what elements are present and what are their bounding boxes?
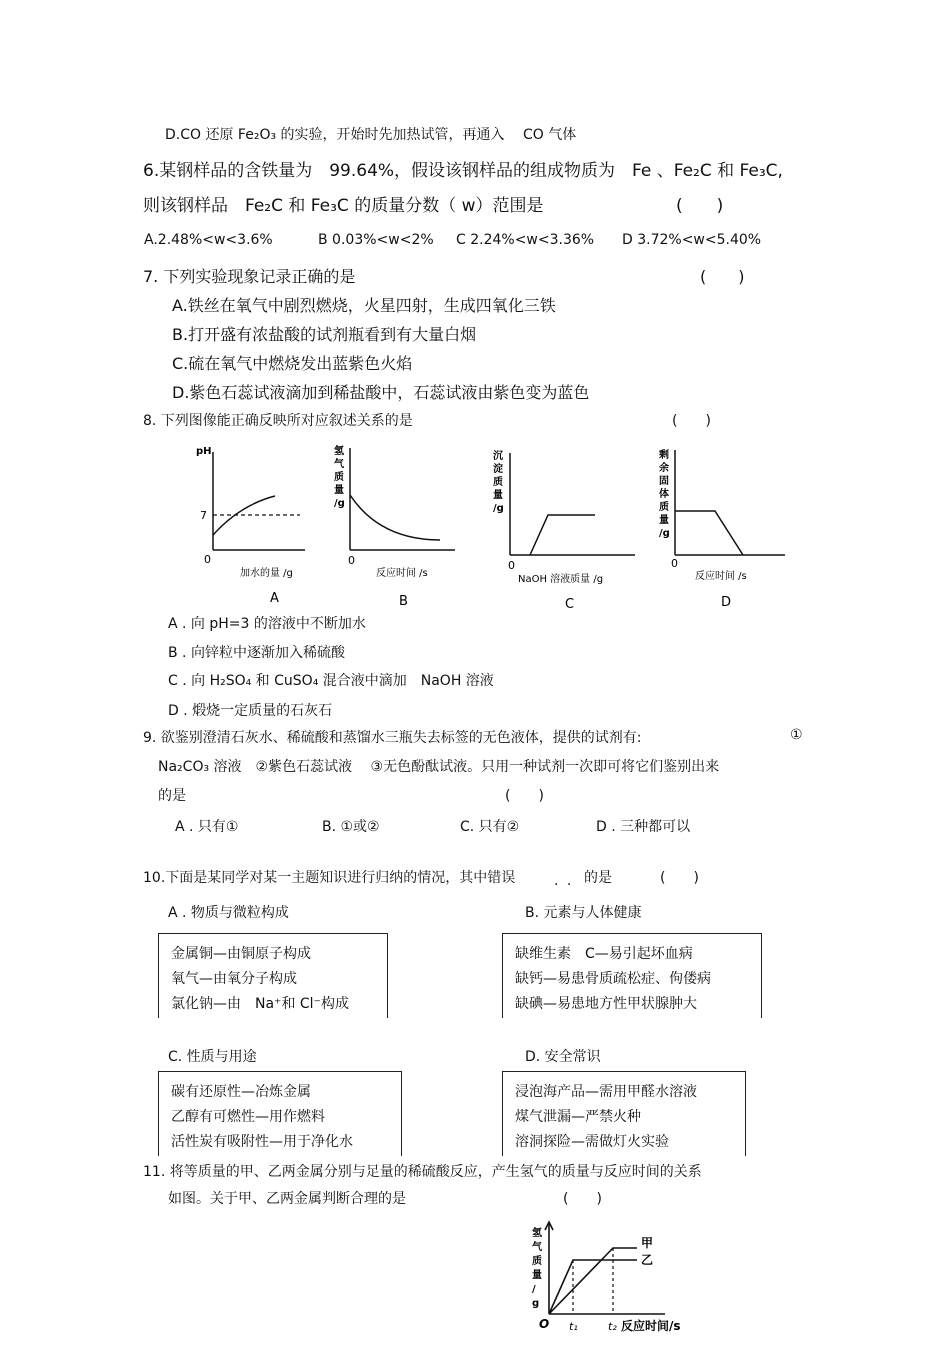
q11-stem-line1: 11. 将等质量的甲、乙两金属分别与足量的稀硫酸反应，产生氢气的质量与反应时间的关系 <box>143 1164 702 1180</box>
q8-graph-a <box>190 440 310 610</box>
q10-b-line: 缺碘—易患地方性甲状腺肿大 <box>515 996 697 1012</box>
q8-d-xlabel: 反应时间 /s <box>695 571 747 582</box>
q7-option-d: D.紫色石蕊试液滴加到稀盐酸中，石蕊试液由紫色变为蓝色 <box>172 383 590 402</box>
q9-stem-line3: 的是 <box>158 788 186 804</box>
q8-c-origin: 0 <box>508 559 515 572</box>
q10-stem: 10.下面是某同学对某一主题知识进行归纳的情况，其中错误 <box>143 870 516 886</box>
q10-b-line: 缺维生素 C—易引起坏血病 <box>515 946 693 962</box>
q6-option-d: D 3.72%<w<5.40% <box>622 232 762 248</box>
q11-origin: O <box>539 1317 550 1331</box>
q7-option-a: A.铁丝在氧气中剧烈燃烧，火星四射，生成四氧化三铁 <box>172 296 556 315</box>
q6-option-c: C 2.24%<w<3.36% <box>456 232 595 248</box>
q10-stem-end: 的是 <box>584 870 612 886</box>
q8-d-ylabel: 剩余固体质量/g <box>659 450 670 539</box>
q9-option-a: A . 只有① <box>175 819 239 835</box>
q10-section-b-box <box>502 933 762 1018</box>
q8-option-b: B . 向锌粒中逐渐加入稀硫酸 <box>168 645 345 661</box>
q9-option-c: C. 只有② <box>460 819 520 835</box>
q5-option-d: D.CO 还原 Fe₂O₃ 的实验，开始时先加热试管，再通入 CO 气体 <box>165 127 577 143</box>
q7-stem: 7. 下列实验现象记录正确的是 <box>143 267 356 286</box>
q8-option-c: C . 向 H₂SO₄ 和 CuSO₄ 混合液中滴加 NaOH 溶液 <box>168 673 494 689</box>
q8-answer-paren: ( ) <box>672 413 711 429</box>
q11-stem-line2: 如图。关于甲、乙两金属判断合理的是 <box>168 1191 406 1207</box>
q8-c-xlabel: NaOH 溶液质量 /g <box>518 574 604 585</box>
q10-section-a-title: A . 物质与微粒构成 <box>168 905 289 921</box>
q10-a-line: 氧气—由氧分子构成 <box>171 971 297 987</box>
q10-a-line: 氯化钠—由 Na⁺和 Cl⁻构成 <box>171 996 349 1012</box>
q9-answer-paren: ( ) <box>505 788 544 804</box>
q11-label-yi: 乙 <box>641 1253 654 1267</box>
q10-c-line: 乙醇有可燃性—用作燃料 <box>171 1109 325 1125</box>
q8-b-xlabel: 反应时间 /s <box>376 568 428 579</box>
q10-section-c-box <box>158 1071 402 1156</box>
q11-t2: t₂ <box>608 1320 617 1333</box>
q11-t1: t₁ <box>569 1320 578 1333</box>
q8-b-origin: 0 <box>348 554 355 567</box>
q8-a-origin: 0 <box>204 553 211 566</box>
q10-d-line: 溶洞探险—需做灯火实验 <box>515 1134 669 1150</box>
q10-section-a-box <box>158 933 388 1018</box>
q8-c-ylabel: 沉淀质量/g <box>493 451 504 514</box>
q8-d-letter: D <box>721 595 732 610</box>
q9-stem-line1: 9. 欲鉴别澄清石灰水、稀硫酸和蒸馏水三瓶失去标签的无色液体，提供的试剂有: <box>143 730 642 746</box>
q8-graph-c <box>490 445 640 615</box>
q11-graph <box>525 1218 700 1340</box>
q10-section-c-title: C. 性质与用途 <box>168 1049 257 1065</box>
q8-b-letter: B <box>399 594 408 609</box>
q9-circle-1: ① <box>790 727 803 743</box>
q8-a-letter: A <box>270 591 279 606</box>
q10-section-d-title: D. 安全常识 <box>525 1049 601 1065</box>
q9-option-b: B. ①或② <box>322 819 380 835</box>
q10-emphasis-dots: . . <box>554 873 574 889</box>
q8-graph-d <box>655 445 795 615</box>
q10-section-d-box <box>502 1071 746 1156</box>
q8-a-tick: 7 <box>200 509 207 522</box>
q8-a-xlabel: 加水的量 /g <box>240 568 293 579</box>
q10-a-line: 金属铜—由铜原子构成 <box>171 946 311 962</box>
q11-xlabel: 反应时间/s <box>621 1319 681 1333</box>
q8-option-d: D . 煅烧一定质量的石灰石 <box>168 703 333 719</box>
q11-label-jia: 甲 <box>641 1236 654 1250</box>
q6-option-b: B 0.03%<w<2% <box>318 232 434 248</box>
q9-option-d: D . 三种都可以 <box>596 819 691 835</box>
q6-stem-line2: 则该钢样品 Fe₂C 和 Fe₃C 的质量分数（ w）范围是 <box>143 196 544 216</box>
q10-c-line: 活性炭有吸附性—用于净化水 <box>171 1134 353 1150</box>
q6-stem-line1: 6.某钢样品的含铁量为 99.64%，假设该钢样品的组成物质为 Fe 、Fe₂C 和 Fe₃C, <box>143 161 783 181</box>
q8-a-ylabel: pH <box>196 446 212 457</box>
q8-d-origin: 0 <box>671 557 678 570</box>
q6-answer-paren: ( ) <box>676 196 724 216</box>
q8-stem: 8. 下列图像能正确反映所对应叙述关系的是 <box>143 413 413 429</box>
q10-d-line: 浸泡海产品—需用甲醛水溶液 <box>515 1084 697 1100</box>
q7-answer-paren: ( ) <box>700 267 745 286</box>
q11-ylabel: 氢气质量/ g <box>532 1228 542 1309</box>
q8-option-a: A . 向 pH=3 的溶液中不断加水 <box>168 616 366 632</box>
q8-c-letter: C <box>565 597 575 612</box>
q10-answer-paren: ( ) <box>660 870 699 886</box>
q10-c-line: 碳有还原性—冶炼金属 <box>171 1084 311 1100</box>
q6-option-a: A.2.48%<w<3.6% <box>144 232 273 248</box>
q10-b-line: 缺钙—易患骨质疏松症、佝偻病 <box>515 971 711 987</box>
q7-option-c: C.硫在氧气中燃烧发出蓝紫色火焰 <box>172 354 413 373</box>
q9-stem-line2: Na₂CO₃ 溶液 ②紫色石蕊试液 ③无色酚酞试液。只用一种试剂一次即可将它们鉴别出来 <box>158 759 720 775</box>
q8-graph-b <box>330 440 460 610</box>
q8-b-ylabel: 氢气质量/g <box>334 446 345 509</box>
q11-answer-paren: ( ) <box>563 1191 602 1207</box>
q7-option-b: B.打开盛有浓盐酸的试剂瓶看到有大量白烟 <box>172 325 477 344</box>
q10-d-line: 煤气泄漏—严禁火种 <box>515 1109 641 1125</box>
q10-section-b-title: B. 元素与人体健康 <box>525 905 642 921</box>
